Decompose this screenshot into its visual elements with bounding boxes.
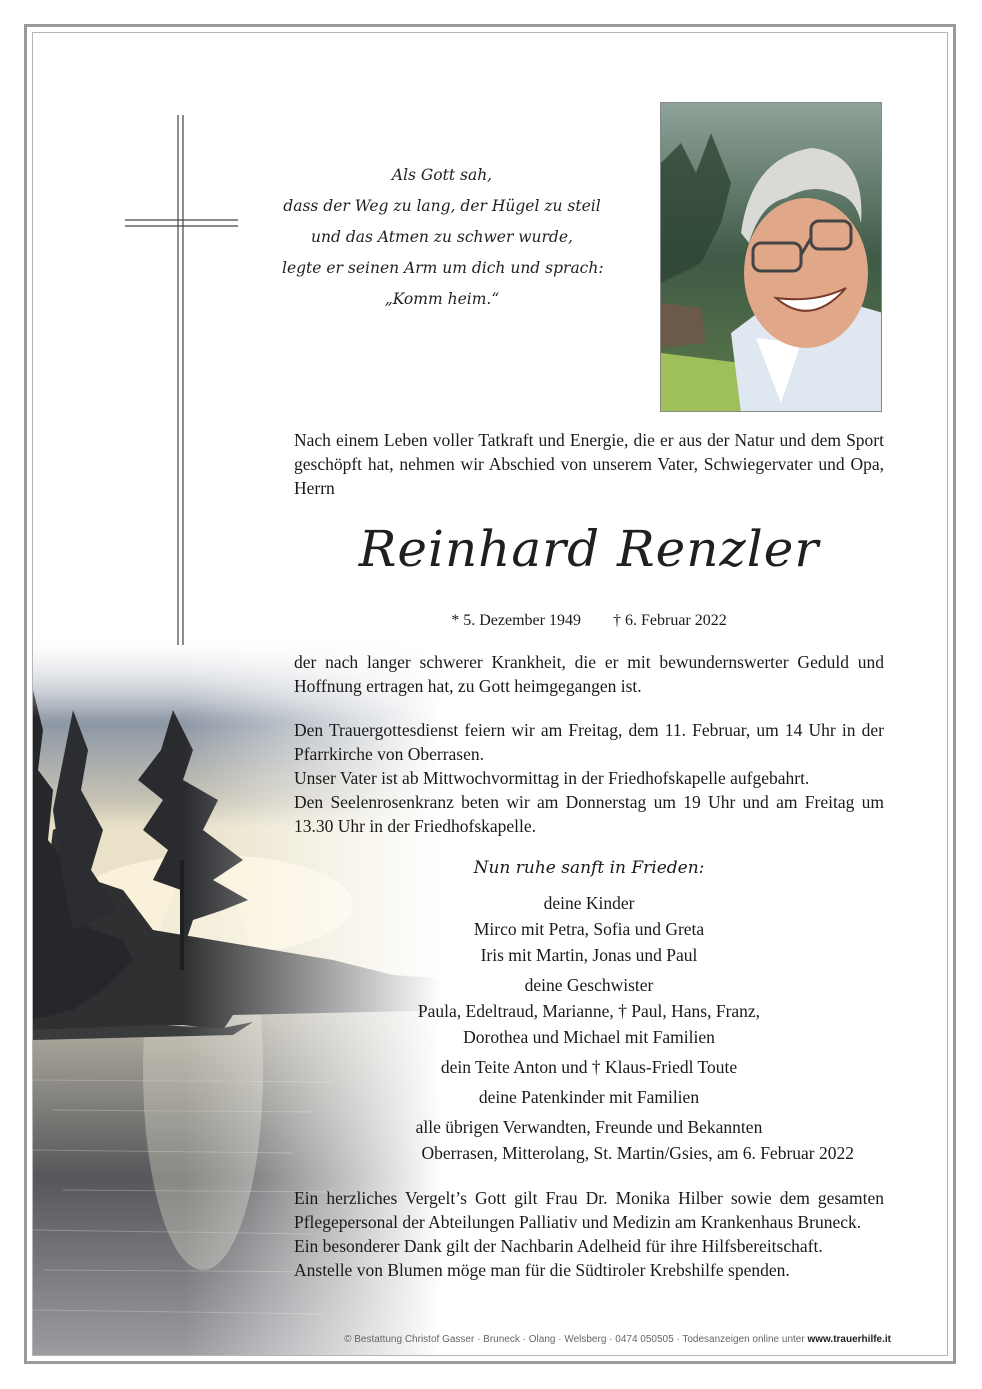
deceased-name: Reinhard Renzler bbox=[358, 520, 820, 578]
poem-line: und das Atmen zu schwer wurde, bbox=[311, 228, 573, 246]
thanks-line: Anstelle von Blumen möge man für die Südtiroler Krebshilfe spenden. bbox=[294, 1260, 790, 1280]
mourners-line: Dorothea und Michael mit Familien bbox=[463, 1027, 715, 1047]
mourners-line: alle übrigen Verwandten, Freunde und Bekannten bbox=[415, 1117, 763, 1137]
intro-text: Nach einem Leben voller Tatkraft und Energie, die er aus der Natur und dem Sport geschöpft hat, nehmen wir Abschied von unserem Vater, Schwiegervater und Opa, Herrn bbox=[294, 430, 884, 498]
passing-text: der nach langer schwerer Krankheit, die er mit bewundernswerter Geduld und Hoffnung ertragen hat, zu Gott heimgegangen ist. bbox=[294, 652, 884, 696]
footer bbox=[33, 1334, 891, 1345]
service-info-line: Den Seelenrosenkranz beten wir am Donnerstag um 19 Uhr und am Freitag um 13.30 Uhr in der Friedhofskapelle. bbox=[294, 792, 884, 836]
mourners-line: deine Geschwister bbox=[524, 975, 654, 995]
footer-text: © Bestattung Christof Gasser · Bruneck · Olang · Welsberg · 0474 050505 · Todesanzeigen online unter bbox=[344, 1334, 805, 1345]
poem-line: „Komm heim.“ bbox=[384, 290, 500, 308]
poem-line: legte er seinen Arm um dich und sprach: bbox=[282, 259, 604, 277]
thanks-line: Ein herzliches Vergelt’s Gott gilt Frau Dr. Monika Hilber sowie dem gesamten Pflegepersonal der Abteilungen Palliativ und Medizin am Krankenhaus Bruneck. bbox=[294, 1188, 884, 1232]
mourners-list bbox=[294, 890, 884, 1140]
mourners-line: dein Teite Anton und † Klaus-Friedl Toute bbox=[440, 1057, 738, 1077]
mourners-line: Mirco mit Petra, Sofia und Greta bbox=[473, 919, 705, 939]
footer-link[interactable]: www.trauerhilfe.it bbox=[807, 1334, 891, 1345]
portrait-photo bbox=[660, 102, 882, 412]
place-date: Oberrasen, Mitterolang, St. Martin/Gsies, am 6. Februar 2022 bbox=[421, 1143, 854, 1163]
mourners-line: Iris mit Martin, Jonas und Paul bbox=[480, 945, 698, 965]
thanks-line: Ein besonderer Dank gilt der Nachbarin Adelheid für ihre Hilfsbereitschaft. bbox=[294, 1236, 823, 1256]
thanks-text bbox=[294, 1186, 884, 1282]
farewell-greeting: Nun ruhe sanft in Frieden: bbox=[473, 858, 705, 878]
poem-line: dass der Weg zu lang, der Hügel zu steil bbox=[283, 197, 601, 215]
mourners-line: deine Patenkinder mit Familien bbox=[478, 1087, 700, 1107]
service-info bbox=[294, 718, 884, 838]
mourners-line: deine Kinder bbox=[543, 893, 635, 913]
cross-icon bbox=[120, 115, 240, 650]
poem bbox=[282, 160, 602, 315]
life-dates bbox=[294, 612, 884, 630]
death-date: † 6. Februar 2022 bbox=[612, 612, 727, 629]
mourners-line: Paula, Edeltraud, Marianne, † Paul, Hans, Franz, bbox=[417, 1001, 761, 1021]
poem-line: Als Gott sah, bbox=[391, 166, 493, 184]
service-info-line: Den Trauergottesdienst feiern wir am Freitag, dem 11. Februar, um 14 Uhr in der Pfarrkirche von Oberrasen. bbox=[294, 720, 884, 764]
service-info-line: Unser Vater ist ab Mittwochvormittag in der Friedhofskapelle aufgebahrt. bbox=[294, 768, 810, 788]
birth-date: * 5. Dezember 1949 bbox=[451, 612, 581, 629]
